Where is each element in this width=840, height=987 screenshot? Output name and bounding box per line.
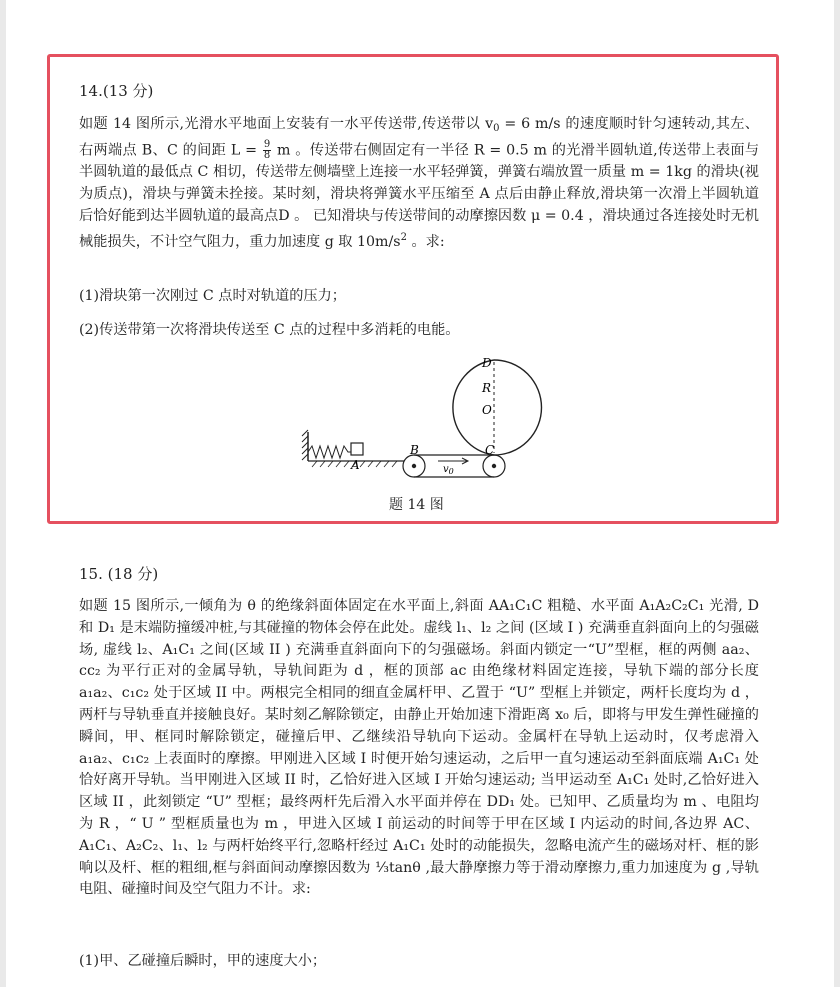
- label-C: C: [485, 443, 495, 457]
- document-page: [6, 0, 834, 987]
- label-v0: $v_0$: [443, 464, 454, 476]
- q14-text-1: 如题 14 图所示,光滑水平地面上安装有一水平传送带,传送带以 v: [79, 116, 494, 132]
- question-15-header: 15. (18 分): [79, 565, 159, 583]
- question-15-part-1: (1)甲、乙碰撞后瞬时，甲的速度大小；: [79, 953, 327, 969]
- v0-subscript: 0: [493, 123, 500, 134]
- label-A: A: [351, 458, 360, 472]
- semicircle-track-outer: [494, 360, 542, 455]
- squared-superscript: 2: [400, 232, 407, 244]
- label-B: B: [410, 443, 419, 457]
- question-15-body: 如题 15 图所示,一倾角为 θ 的绝缘斜面体固定在水平面上,斜面 AA₁C₁C 粗糙、水平面 A₁A₂C₂C₁ 光滑, D 和 D₁ 是末端防撞缓冲桩,与其碰撞的物体会停在此处。虚线 l₁、l₂ 之间 (区域 I ) 充满垂直斜面向上的匀强磁场, 虚线 l₂、A₁C₁ 之间(区域 II ) 充满垂直斜面向下的匀强磁场。斜面内锁定一“U”型框，框的两侧 aa₂、cc₂ 为平行正对的金属导轨，导轨间距为 d ，框的顶部 ac 由绝缘材料固定连接，导轨下端的部分长度 a₁a₂、c₁c₂ 处于区域 II 中。两根完全相同的细直金属杆甲、乙置于 “U” 型框上并锁定，两杆长度均为 d ，两杆与导轨垂直并接触良好。某时刻乙解除锁定，由静止开始加速下滑距离 x₀ 后，即将与甲发生弹性碰撞的瞬间，甲、框同时解除锁定，碰撞后甲、乙继续沿导轨向下运动。金属杆在导轨上运动时，仅考虑滑入 a₁a₂、c₁c₂ 上表面时的摩擦。甲刚进入区域 I 时便开始匀速运动，之后甲一直匀速运动至斜面底端 A₁C₁ 处恰好离开导轨。当甲刚进入区域 II 时，乙恰好进入区域 I 开始匀速运动; 当甲运动至 A₁C₁ 处时,乙恰好进入区域 II ，此刻锁定 “U” 型框；最终两杆先后滑入水平面并停在 DD₁ 处。已知甲、乙质量均为 m 、电阻均为 R ，“ U ” 型框质量也为 m ，甲进入区域 I 前运动的时间等于甲在区域 I 内运动的时间,各边界 AC、A₁C₁、A₂C₂、l₁、l₂ 与两杆始终平行,忽略杆经过 A₁C₁ 处时的动能损失，忽略电流产生的磁场对杆、框的影响以及杆、框的粗细,框与斜面间动摩擦因数为 ⅓tanθ ,最大静摩擦力等于滑动摩擦力,重力加速度为 g ,导轨电阻、碰撞时间及空气阻力不计。求:: [79, 598, 759, 898]
- label-D: D: [482, 356, 492, 370]
- spring: [308, 446, 351, 458]
- question-14-part-1: (1)滑块第一次刚过 C 点时对轨道的压力；: [79, 288, 346, 304]
- question-14-header: 14.(13 分): [79, 82, 154, 100]
- left-wall: [302, 430, 308, 461]
- length-fraction: $\frac{9}{8}$: [263, 138, 271, 161]
- q14-text-2: = 6 m/s 的速度顺时针匀速转动,其左、 右两端点 B、C 的间距 L =: [79, 116, 759, 159]
- q14-text-4: 。求:: [406, 234, 445, 251]
- question-14-part-2: (2)传送带第一次将滑块传送至 C 点的过程中多消耗的电能。: [79, 322, 460, 338]
- conveyor-belt: [403, 455, 505, 477]
- figure-14-caption: 题 14 图: [389, 497, 444, 513]
- q14-text-3: m 。传送带右侧固定有一半径 R = 0.5 m 的光滑半圆轨道,传送带上表面与半圆轨道的最低点 C 相切，传送带左侧墙壁上连接一水平轻弹簧，弹簧右端放置一质量 m = 1kg 的滑块(视为质点)，滑块与弹簧未拴接。某时刻，滑块将弹簧水平压缩至 A 点后由静止释放,滑块第一次滑上半圆轨道后恰好能到达半圆轨道的最高点D 。 已知滑块与传送带间的动摩擦因数 μ = 0.4 ，滑块通过各连接处时无机械能损失，不计空气阻力，重力加速度 g 取 10m/s: [79, 142, 760, 251]
- label-R: R: [482, 381, 492, 395]
- slider-block: [351, 443, 363, 455]
- label-O: O: [482, 403, 492, 417]
